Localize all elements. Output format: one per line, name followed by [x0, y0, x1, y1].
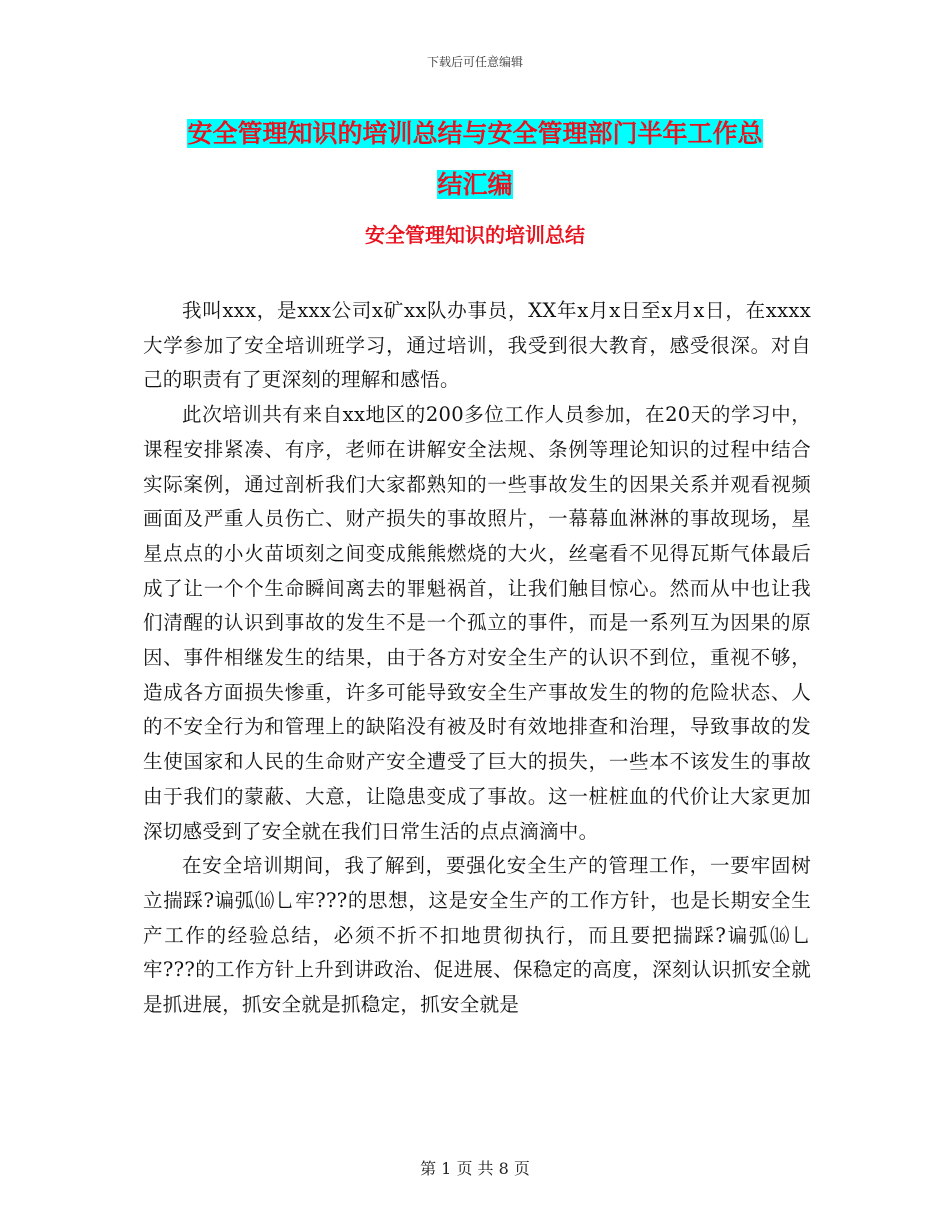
document-title-line-1: 安全管理知识的培训总结与安全管理部门半年工作总	[187, 119, 763, 148]
document-title	[0, 108, 950, 210]
page-header-note: 下载后可任意编辑	[426, 55, 523, 69]
document-title-line-2: 结汇编	[437, 170, 513, 199]
section-title: 安全管理知识的培训总结	[365, 223, 585, 247]
paragraph-2: 此次培训共有来自xx地区的200多位工作人员参加，在20天的学习中，课程安排紧凑、有序，老师在讲解安全法规、条例等理论知识的过程中结合实际案例，通过剖析我们大家都熟知的一些事故发生的因果关系并观看视频画面及严重人员伤亡、财产损失的事故照片，一幕幕血淋淋的事故现场，星星点点的小火苗顷刻之间变成熊熊燃烧的大火，丝毫看不见得瓦斯气体最后成了让一个个生命瞬间离去的罪魁祸首，让我们触目惊心。然而从中也让我们清醒的认识到事故的发生不是一个孤立的事件，而是一系列互为因果的原因、事件相继发生的结果，由于各方对安全生产的认识不到位，重视不够，造成各方面损失惨重，许多可能导致安全生产事故发生的物的危险状态、人的不安全行为和管理上的缺陷没有被及时有效地排查和治理，导致事故的发生使国家和人民的生命财产安全遭受了巨大的损失，一些本不该发生的事故由于我们的蒙蔽、大意，让隐患变成了事故。这一桩桩血的代价让大家更加深切感受到了安全就在我们日常生活的点点滴滴中。	[143, 403, 811, 843]
body-text	[143, 294, 811, 1023]
paragraph-1: 我叫xxx，是xxx公司x矿xx队办事员，XX年x月x日至x月x日，在xxxx大学参加了安全培训班学习，通过培训，我受到很大教育，感受很深。对自己的职责有了更深刻的理解和感悟。	[143, 299, 811, 392]
paragraph-3: 在安全培训期间，我了解到，要强化安全生产的管理工作，一要牢固树立揣踩?谝弧⒃乚牢???的思想，这是安全生产的工作方针，也是长期安全生产工作的经验总结，必须不折不扣地贯彻执行，而且要把揣踩?谝弧⒃乚牢???的工作方针上升到讲政治、促进展、保稳定的高度，深刻认识抓安全就是抓进展，抓安全就是抓稳定，抓安全就是	[143, 854, 811, 1017]
page-number: 第 1 页 共 8 页	[420, 1159, 530, 1178]
